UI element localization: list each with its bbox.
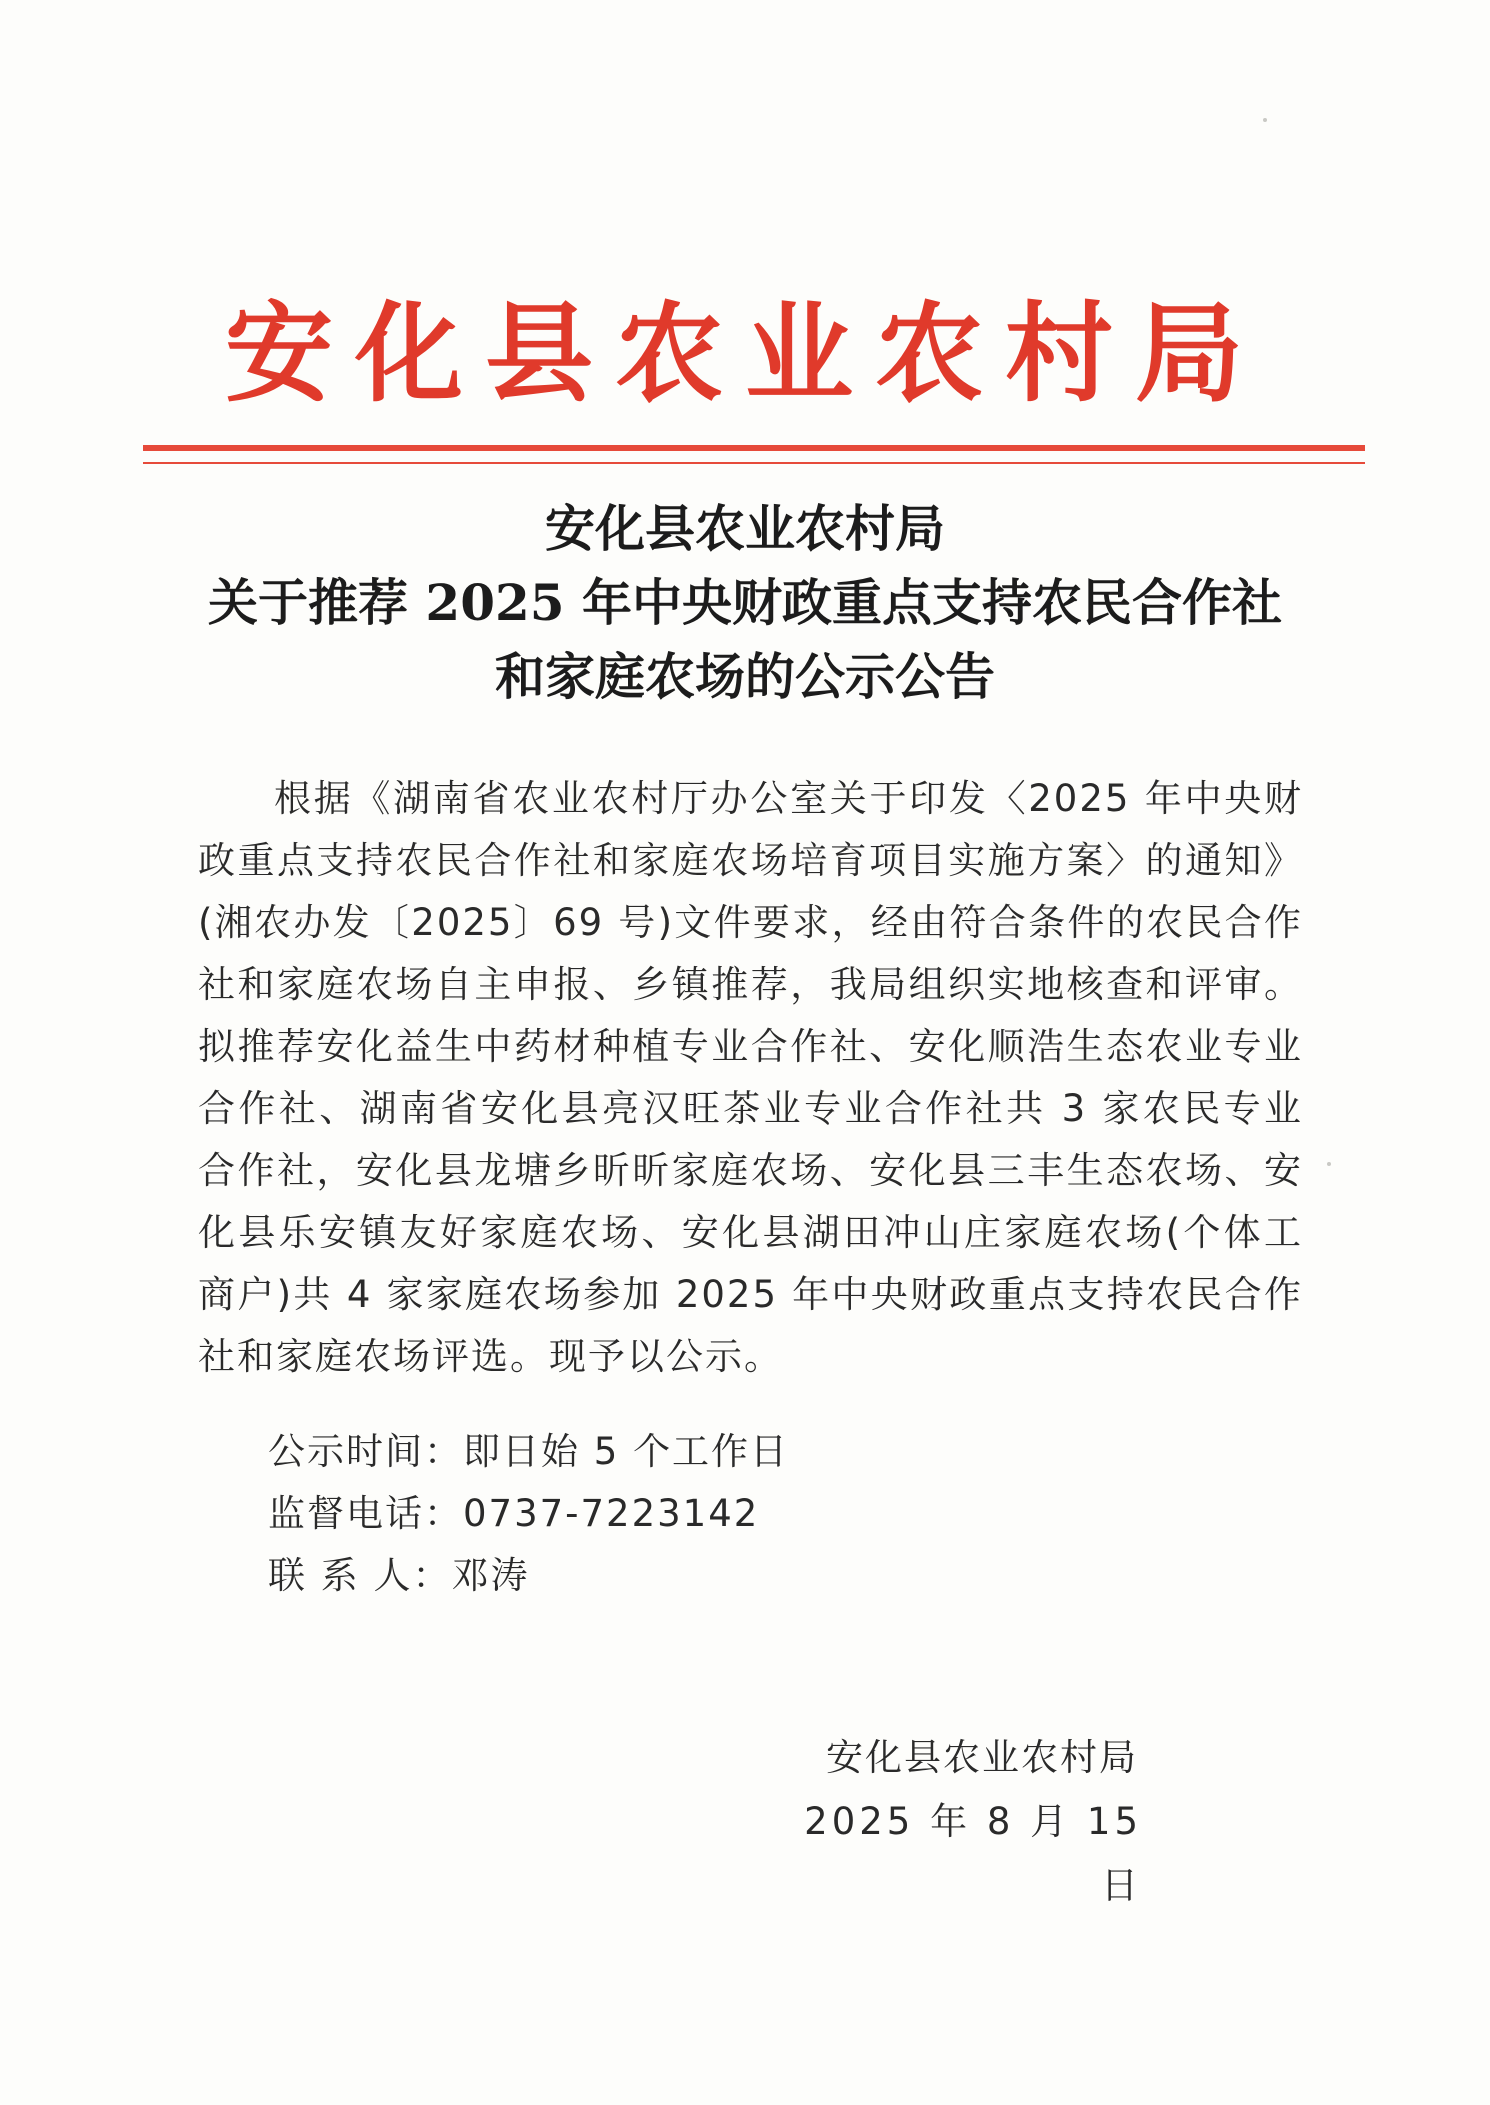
contact-person: 联 系 人：邓涛 — [268, 1554, 530, 1597]
signature-block — [800, 1726, 1200, 1918]
signature-date: 2025 年 8 月 15 日 — [804, 1800, 1142, 1907]
scan-speck — [1263, 118, 1267, 122]
scan-speck — [1327, 1162, 1331, 1166]
title-line-3: 和家庭农场的公示公告 — [495, 647, 995, 706]
notice-period: 公示时间：即日始 5 个工作日 — [268, 1430, 790, 1473]
agency-red-header: 安化县农业农村局 — [224, 291, 1265, 417]
supervision-phone: 监督电话：0737-7223142 — [268, 1492, 760, 1535]
title-line-2: 关于推荐 2025 年中央财政重点支持农民合作社 — [208, 573, 1282, 632]
red-rule-thick — [143, 445, 1365, 451]
notice-info — [268, 1421, 789, 1607]
red-rule-thin — [143, 462, 1365, 464]
title-line-1: 安化县农业农村局 — [545, 499, 945, 558]
body-paragraph: 根据《湖南省农业农村厅办公室关于印发〈2025 年中央财政重点支持农民合作社和家庭农场培育项目实施方案〉的通知》(湘农办发〔2025〕69 号)文件要求，经由符合条件的农民合作社和家庭农场自主申报、乡镇推荐，我局组织实地核查和评审。拟推荐安化益生中药材种植专业合作社、安化顺浩生态农业专业合作社、湖南省安化县亮汉旺茶业专业合作社共 3 家农民专业合作社，安化县龙塘乡昕昕家庭农场、安化县三丰生态农场、安化县乐安镇友好家庭农场、安化县湖田冲山庄家庭农场(个体工商户)共 4 家家庭农场参加 2025 年中央财政重点支持农民合作社和家庭农场评选。现予以公示。 — [198, 777, 1303, 1378]
document-title — [140, 492, 1350, 714]
signature-org: 安化县农业农村局 — [826, 1736, 1138, 1779]
